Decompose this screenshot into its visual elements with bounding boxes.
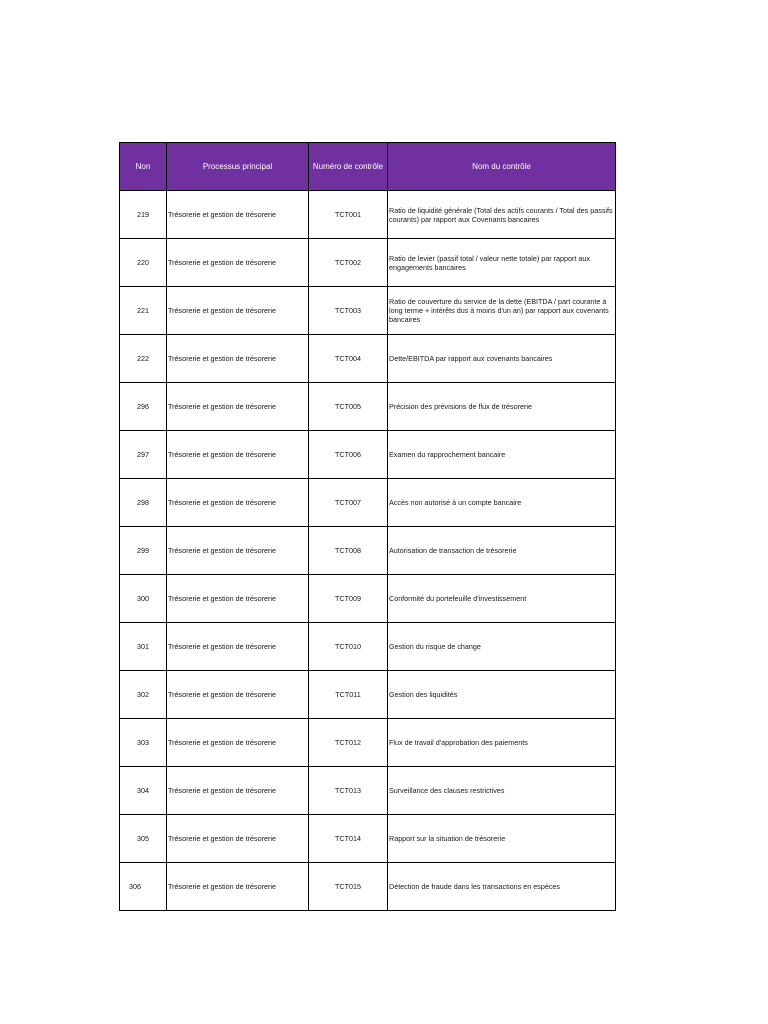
cell-numero: TCT008: [309, 527, 388, 575]
cell-nom: Examen du rapprochement bancaire: [388, 431, 616, 479]
cell-non: 298: [120, 479, 167, 527]
cell-non: 299: [120, 527, 167, 575]
cell-nom: Accès non autorisé à un compte bancaire: [388, 479, 616, 527]
cell-numero: TCT004: [309, 335, 388, 383]
cell-numero: TCT007: [309, 479, 388, 527]
table-row: [120, 191, 616, 239]
cell-non: 301: [120, 623, 167, 671]
header-row: [120, 143, 616, 191]
cell-numero: TCT001: [309, 191, 388, 239]
cell-non: 300: [120, 575, 167, 623]
cell-nom: Rapport sur la situation de trésorerie: [388, 815, 616, 863]
table-row: [120, 287, 616, 335]
table-row: [120, 623, 616, 671]
table-row: [120, 575, 616, 623]
table-header: [120, 143, 616, 191]
header-numero-de-controle: Numéro de contrôle: [309, 143, 388, 191]
header-non: Non: [120, 143, 167, 191]
cell-processus: Trésorerie et gestion de trésorerie: [167, 383, 309, 431]
cell-non: 303: [120, 719, 167, 767]
header-processus-principal: Processus principal: [167, 143, 309, 191]
table-row: [120, 767, 616, 815]
cell-numero: TCT005: [309, 383, 388, 431]
table-row: [120, 527, 616, 575]
cell-processus: Trésorerie et gestion de trésorerie: [167, 527, 309, 575]
controls-table: [119, 142, 616, 911]
cell-non: 297: [120, 431, 167, 479]
table-body: [120, 191, 616, 911]
table-row: [120, 719, 616, 767]
cell-numero: TCT006: [309, 431, 388, 479]
table-row: [120, 671, 616, 719]
cell-processus: Trésorerie et gestion de trésorerie: [167, 287, 309, 335]
cell-nom: Surveillance des clauses restrictives: [388, 767, 616, 815]
cell-nom: Dette/EBITDA par rapport aux covenants bancaires: [388, 335, 616, 383]
cell-numero: TCT009: [309, 575, 388, 623]
cell-processus: Trésorerie et gestion de trésorerie: [167, 239, 309, 287]
cell-processus: Trésorerie et gestion de trésorerie: [167, 335, 309, 383]
cell-processus: Trésorerie et gestion de trésorerie: [167, 191, 309, 239]
cell-processus: Trésorerie et gestion de trésorerie: [167, 719, 309, 767]
cell-non: 220: [120, 239, 167, 287]
cell-processus: Trésorerie et gestion de trésorerie: [167, 767, 309, 815]
cell-non: 219: [120, 191, 167, 239]
cell-numero: TCT012: [309, 719, 388, 767]
cell-numero: TCT014: [309, 815, 388, 863]
cell-processus: Trésorerie et gestion de trésorerie: [167, 575, 309, 623]
table-row: [120, 863, 616, 911]
cell-nom: Flux de travail d'approbation des paiements: [388, 719, 616, 767]
cell-numero: TCT002: [309, 239, 388, 287]
cell-nom: Conformité du portefeuille d'investissement: [388, 575, 616, 623]
cell-non: 302: [120, 671, 167, 719]
table-row: [120, 335, 616, 383]
table-row: [120, 431, 616, 479]
cell-non: 221: [120, 287, 167, 335]
cell-processus: Trésorerie et gestion de trésorerie: [167, 623, 309, 671]
cell-nom: Ratio de levier (passif total / valeur nette totale) par rapport aux engagements bancaires: [388, 239, 616, 287]
cell-processus: Trésorerie et gestion de trésorerie: [167, 863, 309, 911]
cell-numero: TCT011: [309, 671, 388, 719]
cell-non: 296: [120, 383, 167, 431]
cell-processus: Trésorerie et gestion de trésorerie: [167, 815, 309, 863]
cell-processus: Trésorerie et gestion de trésorerie: [167, 479, 309, 527]
cell-numero: TCT010: [309, 623, 388, 671]
cell-nom: Précision des prévisions de flux de trésorerie: [388, 383, 616, 431]
cell-nom: Ratio de couverture du service de la dette (EBITDA / part courante à long terme + intérêts dus à moins d'un an) par rapport aux covenants bancaires: [388, 287, 616, 335]
cell-non: 305: [120, 815, 167, 863]
table-row: [120, 479, 616, 527]
cell-nom: Autorisation de transaction de trésorerie: [388, 527, 616, 575]
cell-numero: TCT013: [309, 767, 388, 815]
cell-non: 222: [120, 335, 167, 383]
table-row: [120, 383, 616, 431]
cell-processus: Trésorerie et gestion de trésorerie: [167, 671, 309, 719]
cell-numero: TCT015: [309, 863, 388, 911]
table-row: [120, 815, 616, 863]
table-row: [120, 239, 616, 287]
cell-nom: Ratio de liquidité générale (Total des actifs courants / Total des passifs courants) par rapport aux Covenants bancaires: [388, 191, 616, 239]
cell-nom: Détection de fraude dans les transactions en espèces: [388, 863, 616, 911]
cell-nom: Gestion du risque de change: [388, 623, 616, 671]
cell-nom: Gestion des liquidités: [388, 671, 616, 719]
cell-non: 306: [120, 863, 167, 911]
header-nom-du-controle: Nom du contrôle: [388, 143, 616, 191]
cell-numero: TCT003: [309, 287, 388, 335]
cell-processus: Trésorerie et gestion de trésorerie: [167, 431, 309, 479]
cell-non: 304: [120, 767, 167, 815]
